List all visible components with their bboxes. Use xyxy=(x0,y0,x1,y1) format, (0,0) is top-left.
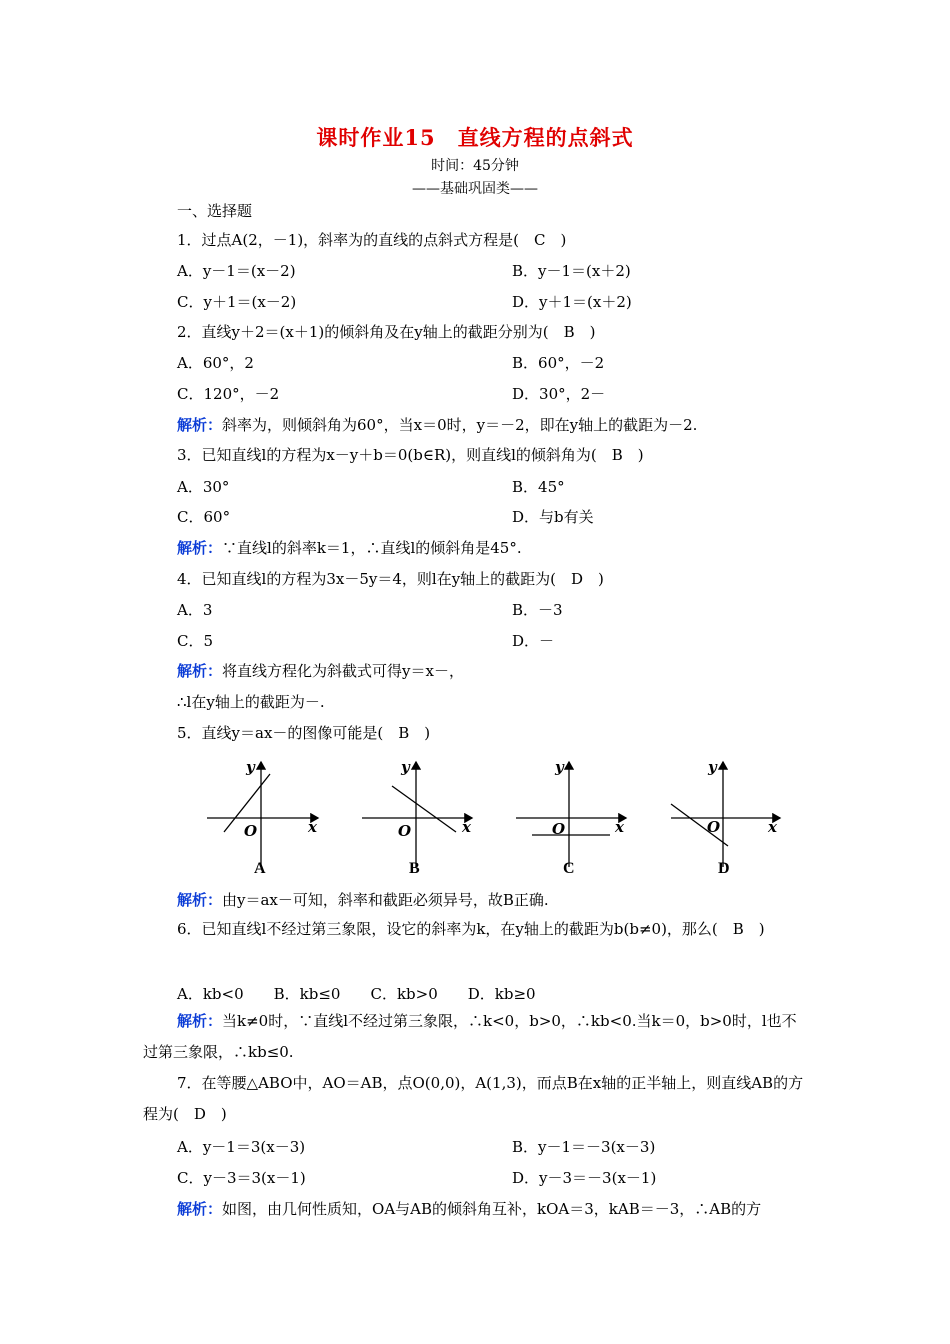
category-heading: ——基础巩固类—— xyxy=(412,181,538,197)
q1-option-a: A．y－1＝(x－2) xyxy=(177,262,296,280)
analysis-label: 解析： xyxy=(177,539,223,557)
q4-option-a: A．3 xyxy=(177,601,213,619)
q7-option-d: D．y－3＝－3(x－1) xyxy=(512,1169,657,1187)
q7-option-b: B．y－1＝－3(x－3) xyxy=(512,1138,656,1156)
q5-analysis xyxy=(177,890,549,910)
x-axis-label: x xyxy=(768,818,777,836)
q2-option-a: A．60°，2 xyxy=(177,354,254,372)
q4-option-d: D．－ xyxy=(512,632,555,650)
q2-option-c: C．120°，－2 xyxy=(177,385,280,403)
graph-b-caption: B xyxy=(409,860,420,877)
q4-option-b: B．－3 xyxy=(512,601,563,619)
q3-analysis xyxy=(177,538,522,558)
page-title: 课时作业15 直线方程的点斜式 xyxy=(316,125,634,150)
analysis-label: 解析： xyxy=(177,416,223,434)
x-axis-label: x xyxy=(308,818,317,836)
time-limit: 时间：45分钟 xyxy=(431,158,519,174)
q3-option-b: B．45° xyxy=(512,478,565,496)
q5-analysis-text: 由y＝ax－可知，斜率和截距必须异号，故B正确. xyxy=(222,891,549,909)
analysis-label: 解析： xyxy=(177,891,223,909)
analysis-label: 解析： xyxy=(177,662,223,680)
q1-option-c: C．y＋1＝(x－2) xyxy=(177,293,297,311)
q2-option-b: B．60°，－2 xyxy=(512,354,605,372)
q3-option-c: C．60° xyxy=(177,508,231,526)
q5-stem: 5．直线y＝ax－的图像可能是( B ) xyxy=(177,724,431,742)
q3-option-a: A．30° xyxy=(177,478,230,496)
q6-stem: 6．已知直线l不经过第三象限，设它的斜率为k，在y轴上的截距为b(b≠0)，那么( B ) xyxy=(177,920,765,938)
q6-options: A．kb<0 B．kb≤0 C．kb>0 D．kb≥0 xyxy=(177,985,536,1003)
analysis-label: 解析： xyxy=(177,1200,223,1218)
q4-option-c: C．5 xyxy=(177,632,214,650)
graph-a xyxy=(207,758,318,877)
q2-analysis xyxy=(177,415,697,435)
q2-analysis-text: 斜率为，则倾斜角为60°，当x＝0时，y＝－2，即在y轴上的截距为－2. xyxy=(222,416,698,434)
q5-graphs-svg xyxy=(200,752,800,882)
y-axis-label: y xyxy=(708,758,717,776)
y-axis-label: y xyxy=(555,758,564,776)
origin-label: O xyxy=(552,820,566,838)
y-axis-label: y xyxy=(246,758,255,776)
origin-label: O xyxy=(398,822,412,840)
graph-d xyxy=(671,758,780,877)
graph-b xyxy=(362,758,472,877)
q3-stem: 3．已知直线l的方程为x－y＋b＝0(b∈R)，则直线l的倾斜角为( B ) xyxy=(177,446,644,464)
origin-label: O xyxy=(244,822,258,840)
q4-stem: 4．已知直线l的方程为3x－5y＝4，则l在y轴上的截距为( D ) xyxy=(177,570,604,588)
q2-option-d: D．30°，2－ xyxy=(512,385,606,403)
q7-option-a: A．y－1＝3(x－3) xyxy=(177,1138,306,1156)
graph-c-caption: C xyxy=(563,860,575,877)
analysis-label: 解析： xyxy=(177,1012,223,1030)
q6-analysis xyxy=(143,1006,808,1068)
graph-d-caption: D xyxy=(718,860,730,877)
q1-option-d: D．y＋1＝(x＋2) xyxy=(512,293,632,311)
q1-option-b: B．y－1＝(x＋2) xyxy=(512,262,631,280)
section-heading: 一、选择题 xyxy=(177,202,253,220)
q2-stem: 2．直线y＋2＝(x＋1)的倾斜角及在y轴上的截距分别为( B ) xyxy=(177,323,596,341)
q3-option-d: D．与b有关 xyxy=(512,508,594,526)
origin-label: O xyxy=(707,818,721,836)
q7-stem: 7．在等腰△ABO中，AO＝AB，点O(0,0)，A(1,3)，而点B在x轴的正半轴上，则直线AB的方程为( D ) xyxy=(143,1074,804,1123)
q4-analysis-line2: ∴l在y轴上的截距为－. xyxy=(177,693,325,711)
q4-analysis xyxy=(177,661,464,681)
q6-analysis-text: 当k≠0时，∵直线l不经过第三象限，∴k<0，b>0，∴kb<0.当k＝0，b>0时，l也不过第三象限，∴kb≤0. xyxy=(143,1012,797,1061)
q7-analysis-text: 如图，由几何性质知，OA与AB的倾斜角互补，kOA＝3，kAB＝－3，∴AB的方 xyxy=(222,1200,762,1218)
y-axis-label: y xyxy=(401,758,410,776)
q5-figure xyxy=(200,752,800,882)
x-axis-label: x xyxy=(462,818,471,836)
q7-analysis xyxy=(177,1199,761,1219)
q4-analysis-text: 将直线方程化为斜截式可得y＝x－， xyxy=(222,662,464,680)
graph-a-caption: A xyxy=(254,860,266,877)
q1-stem: 1．过点A(2，－1)，斜率为的直线的点斜式方程是( C ) xyxy=(177,231,567,249)
graph-c xyxy=(516,758,626,877)
q3-analysis-text: ∵直线l的斜率k＝1，∴直线l的倾斜角是45°. xyxy=(222,539,522,557)
q7-option-c: C．y－3＝3(x－1) xyxy=(177,1169,306,1187)
x-axis-label: x xyxy=(615,818,624,836)
